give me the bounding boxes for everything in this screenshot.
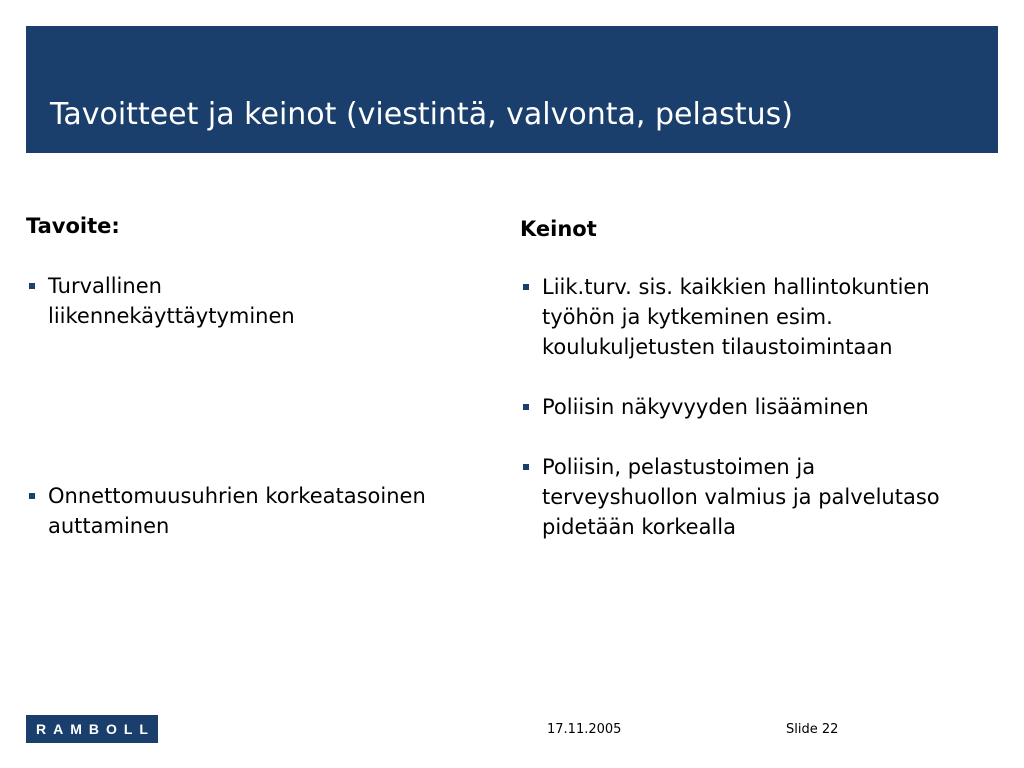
square-bullet-icon xyxy=(523,284,529,290)
goals-list xyxy=(26,271,466,541)
square-bullet-icon xyxy=(523,464,529,470)
square-bullet-icon xyxy=(29,493,35,499)
means-item xyxy=(520,452,952,542)
title-bar xyxy=(26,26,998,153)
means-column xyxy=(520,211,990,542)
ramboll-logo xyxy=(26,715,158,743)
goals-column xyxy=(26,211,466,541)
square-bullet-icon xyxy=(29,283,35,289)
means-item-text: Liik.turv. sis. kaikkien hallintokuntien työhön ja kytkeminen esim. koulukuljetusten tilaustoimintaan xyxy=(542,275,930,359)
logo-text: RAMBOLL xyxy=(36,721,155,737)
means-item-text: Poliisin näkyvyyden lisääminen xyxy=(542,395,869,419)
slide-label: Slide xyxy=(786,722,818,737)
goal-item xyxy=(26,481,428,541)
slide-number-value: 22 xyxy=(821,722,839,737)
means-heading: Keinot xyxy=(520,217,597,241)
slide-title: Tavoitteet ja keinot (viestintä, valvonta, pelastus) xyxy=(50,97,793,132)
goal-item-text: Onnettomuusuhrien korkeatasoinen auttaminen xyxy=(48,484,426,538)
square-bullet-icon xyxy=(523,404,529,410)
logo-slash-mark xyxy=(114,705,123,713)
means-item xyxy=(520,272,982,362)
footer-date: 17.11.2005 xyxy=(547,722,622,737)
means-list xyxy=(520,272,990,542)
goals-heading: Tavoite: xyxy=(26,214,120,238)
means-item xyxy=(520,392,982,422)
means-item-text: Poliisin, pelastustoimen ja terveyshuollon valmius ja palvelutaso pidetään korkealla xyxy=(542,455,940,539)
goal-item-text: Turvallinen liikennekäyttäytyminen xyxy=(48,274,295,328)
goal-item xyxy=(26,271,378,331)
slide-number xyxy=(786,721,838,739)
